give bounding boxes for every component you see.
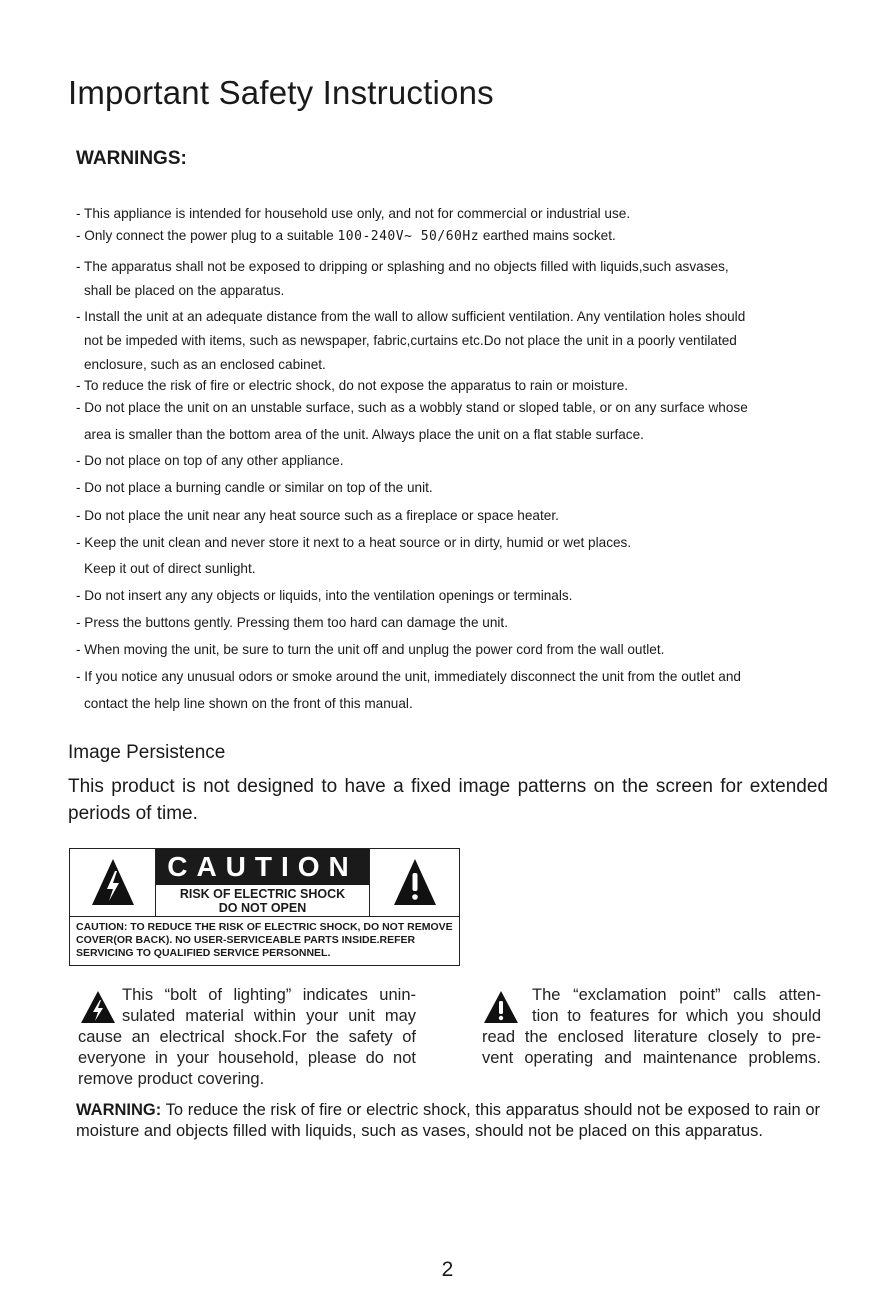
exclamation-triangle-icon	[392, 857, 438, 907]
caution-left-cell	[70, 849, 156, 917]
excl-line: The “exclamation point” calls atten-	[532, 986, 821, 1004]
bolt-line: This “bolt of lighting” indicates unin-	[122, 986, 416, 1004]
bottom-warning-label: WARNING:	[76, 1101, 162, 1119]
caution-risk-text	[156, 887, 369, 915]
excl-line: read the enclosed literature closely to pre-	[482, 1028, 821, 1046]
warning-line: - Do not place the unit on an unstable surface, such as a wobbly stand or sloped table, or on any surface whose	[76, 400, 748, 415]
caution-risk-line: DO NOT OPEN	[218, 901, 307, 915]
excl-line: tion to features for which you should	[532, 1007, 821, 1025]
caution-center-cell	[156, 849, 369, 917]
warning-line: enclosure, such as an enclosed cabinet.	[84, 357, 326, 372]
warning-line: - Do not place a burning candle or similar on top of the unit.	[76, 480, 433, 495]
voltage-spec: 100-240V~ 50/60Hz	[337, 229, 480, 244]
warning-line: - Press the buttons gently. Pressing them too hard can damage the unit.	[76, 615, 508, 630]
bottom-warning-text: To reduce the risk of fire or electric shock, this apparatus should not be exposed to rain or moisture and objects filled with liquids, such as vases, should not be placed on this apparatus.	[76, 1101, 820, 1140]
caution-banner: CAUTION	[156, 849, 369, 885]
warning-line: - Do not place the unit near any heat source such as a fireplace or space heater.	[76, 508, 559, 523]
warning-line: - To reduce the risk of fire or electric shock, do not expose the apparatus to rain or moisture.	[76, 378, 629, 393]
warning-line: shall be placed on the apparatus.	[84, 283, 285, 298]
warning-line: contact the help line shown on the front of this manual.	[84, 696, 413, 711]
warning-line: area is smaller than the bottom area of the unit. Always place the unit on a flat stable surface.	[84, 427, 644, 442]
bolt-explanation	[78, 985, 416, 1090]
caution-label	[69, 848, 460, 966]
warnings-heading: WARNINGS:	[76, 148, 187, 169]
warning-line: not be impeded with items, such as newspaper, fabric,curtains etc.Do not place the unit in a poorly ventilated	[84, 333, 737, 348]
warning-line: Keep it out of direct sunlight.	[84, 561, 256, 576]
caution-right-cell	[369, 849, 459, 917]
page-title: Important Safety Instructions	[68, 74, 494, 111]
warning-line: - The apparatus shall not be exposed to dripping or splashing and no objects filled with liquids,such asvases,	[76, 259, 729, 274]
warning-line: - Keep the unit clean and never store it next to a heat source or in dirty, humid or wet places.	[76, 535, 632, 550]
page-number: 2	[441, 1258, 454, 1281]
warning-line: - If you notice any unusual odors or smoke around the unit, immediately disconnect the unit from the outlet and	[76, 669, 741, 684]
caution-risk-line: RISK OF ELECTRIC SHOCK	[179, 887, 346, 901]
image-persistence-text: This product is not designed to have a fixed image patterns on the screen for extended periods of time.	[68, 776, 828, 824]
bottom-warning	[76, 1100, 820, 1142]
warning-text: earthed mains socket.	[482, 228, 616, 243]
warning-text: - Only connect the power plug to a suitable	[76, 228, 334, 243]
warning-line: - Do not insert any any objects or liquids, into the ventilation openings or terminals.	[76, 588, 573, 603]
warning-line: - Install the unit at an adequate distance from the wall to allow sufficient ventilation. Any ventilation holes should	[76, 309, 746, 324]
warning-line: - Do not place on top of any other appliance.	[76, 453, 344, 468]
lightning-bolt-triangle-icon	[90, 857, 136, 907]
warning-line: - When moving the unit, be sure to turn the unit off and unplug the power cord from the wall outlet.	[76, 642, 665, 657]
caution-body-text: CAUTION: TO REDUCE THE RISK OF ELECTRIC SHOCK, DO NOT REMOVE COVER(OR BACK). NO USER-SERVICEABLE PARTS INSIDE.REFER SERVICING TO QUALIFIED SERVICE PERSONNEL.	[76, 921, 453, 959]
exclamation-explanation	[482, 985, 821, 1069]
bolt-line: everyone in your household, please do not	[78, 1049, 416, 1067]
image-persistence-heading: Image Persistence	[68, 742, 226, 763]
bolt-line: remove product covering.	[78, 1070, 265, 1088]
bolt-line: sulated material within your unit may	[122, 1007, 416, 1025]
excl-line: vent operating and maintenance problems.	[482, 1049, 821, 1067]
warning-line: - This appliance is intended for household use only, and not for commercial or industrial use.	[76, 206, 631, 221]
bolt-line: cause an electrical shock.For the safety of	[78, 1028, 416, 1046]
warning-line	[76, 227, 616, 246]
